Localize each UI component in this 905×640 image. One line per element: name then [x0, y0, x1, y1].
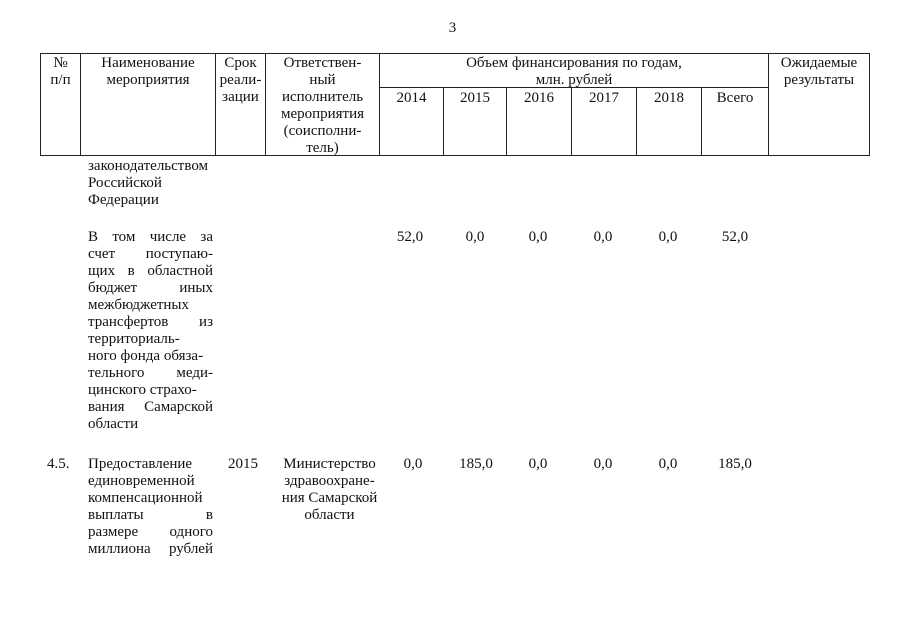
name-line: миллиона рублей — [88, 541, 213, 557]
row-including-2016: 0,0 — [528, 229, 548, 245]
header-year-2018: 2018 — [654, 90, 684, 106]
name-line: вания Самарской — [88, 399, 213, 415]
row-4-5-name — [88, 456, 213, 558]
header-number-line: п/п — [50, 72, 71, 88]
header-number-line: № — [53, 55, 68, 71]
header-name-line: Наименование — [101, 55, 195, 71]
page-number: 3 — [448, 20, 457, 36]
header-responsible-line: мероприятия — [280, 106, 365, 122]
row-including-2014: 52,0 — [396, 229, 424, 245]
name-line: размере одного — [88, 524, 213, 540]
row-4-5-2015: 185,0 — [459, 456, 493, 472]
header-results-line: результаты — [783, 72, 855, 88]
name-line: бюджет иных — [88, 280, 213, 296]
responsible-line: Министерство — [283, 456, 376, 472]
row-continuation-name — [88, 158, 213, 209]
name-line: В том числе за — [88, 229, 213, 245]
name-line: единовременной — [88, 473, 195, 489]
header-term-line: Срок — [224, 55, 257, 71]
row-4-5-2014: 0,0 — [403, 456, 423, 472]
responsible-line: ния Самарской — [281, 490, 378, 506]
responsible-line: здравоохране- — [284, 473, 375, 489]
header-results — [769, 55, 869, 89]
header-year-2015: 2015 — [460, 90, 490, 106]
row-4-5-2016: 0,0 — [528, 456, 548, 472]
row-4-5-number: 4.5. — [47, 456, 70, 472]
name-line: Федерации — [88, 192, 159, 208]
header-responsible-line: Ответствен- — [283, 55, 362, 71]
header-number — [41, 55, 80, 89]
header-responsible — [266, 55, 379, 157]
row-including-2015: 0,0 — [465, 229, 485, 245]
row-including-2018: 0,0 — [658, 229, 678, 245]
header-divider — [869, 53, 870, 156]
responsible-line: области — [304, 507, 355, 523]
name-line: тельного меди- — [88, 365, 213, 381]
name-line: счет поступаю- — [88, 246, 213, 262]
header-responsible-line: тель) — [306, 140, 339, 156]
header-year-2017: 2017 — [589, 90, 619, 106]
row-4-5-total: 185,0 — [718, 456, 752, 472]
header-name — [81, 55, 215, 89]
header-term-line: реали- — [219, 72, 262, 88]
header-results-line: Ожидаемые — [780, 55, 858, 71]
header-year-2014: 2014 — [396, 90, 427, 106]
header-financing — [380, 55, 768, 89]
header-total: Всего — [716, 90, 754, 106]
header-financing-line: млн. рублей — [535, 72, 613, 88]
name-line: щих в областной — [88, 263, 213, 279]
row-including-total: 52,0 — [721, 229, 749, 245]
name-line: цинского страхо- — [88, 382, 197, 398]
name-line: выплаты в — [88, 507, 213, 523]
row-4-5-term: 2015 — [228, 456, 258, 472]
header-name-line: мероприятия — [106, 72, 190, 88]
name-line: Предоставление — [88, 456, 193, 472]
header-bottom-border — [40, 155, 870, 156]
table-header — [40, 53, 870, 156]
name-line: территориаль- — [88, 331, 180, 347]
header-responsible-line: (соисполни- — [283, 123, 362, 139]
name-line: компенсационной — [88, 490, 203, 506]
row-4-5-2017: 0,0 — [593, 456, 613, 472]
header-term-line: зации — [222, 89, 259, 105]
name-line: ного фонда обяза- — [88, 348, 204, 364]
row-including-name — [88, 229, 213, 433]
name-line: трансфертов из — [88, 314, 213, 330]
header-term — [216, 55, 265, 106]
row-including-2017: 0,0 — [593, 229, 613, 245]
header-top-border — [40, 53, 870, 54]
name-line: Российской — [88, 175, 162, 191]
name-line: законодательством — [88, 158, 209, 174]
header-financing-line: Объем финансирования по годам, — [466, 55, 682, 71]
header-responsible-line: ный — [309, 72, 336, 88]
header-responsible-line: исполнитель — [281, 89, 364, 105]
row-4-5-2018: 0,0 — [658, 456, 678, 472]
name-line: межбюджетных — [88, 297, 190, 313]
header-year-2016: 2016 — [524, 90, 554, 106]
row-4-5-responsible — [272, 456, 387, 524]
name-line: области — [88, 416, 139, 432]
